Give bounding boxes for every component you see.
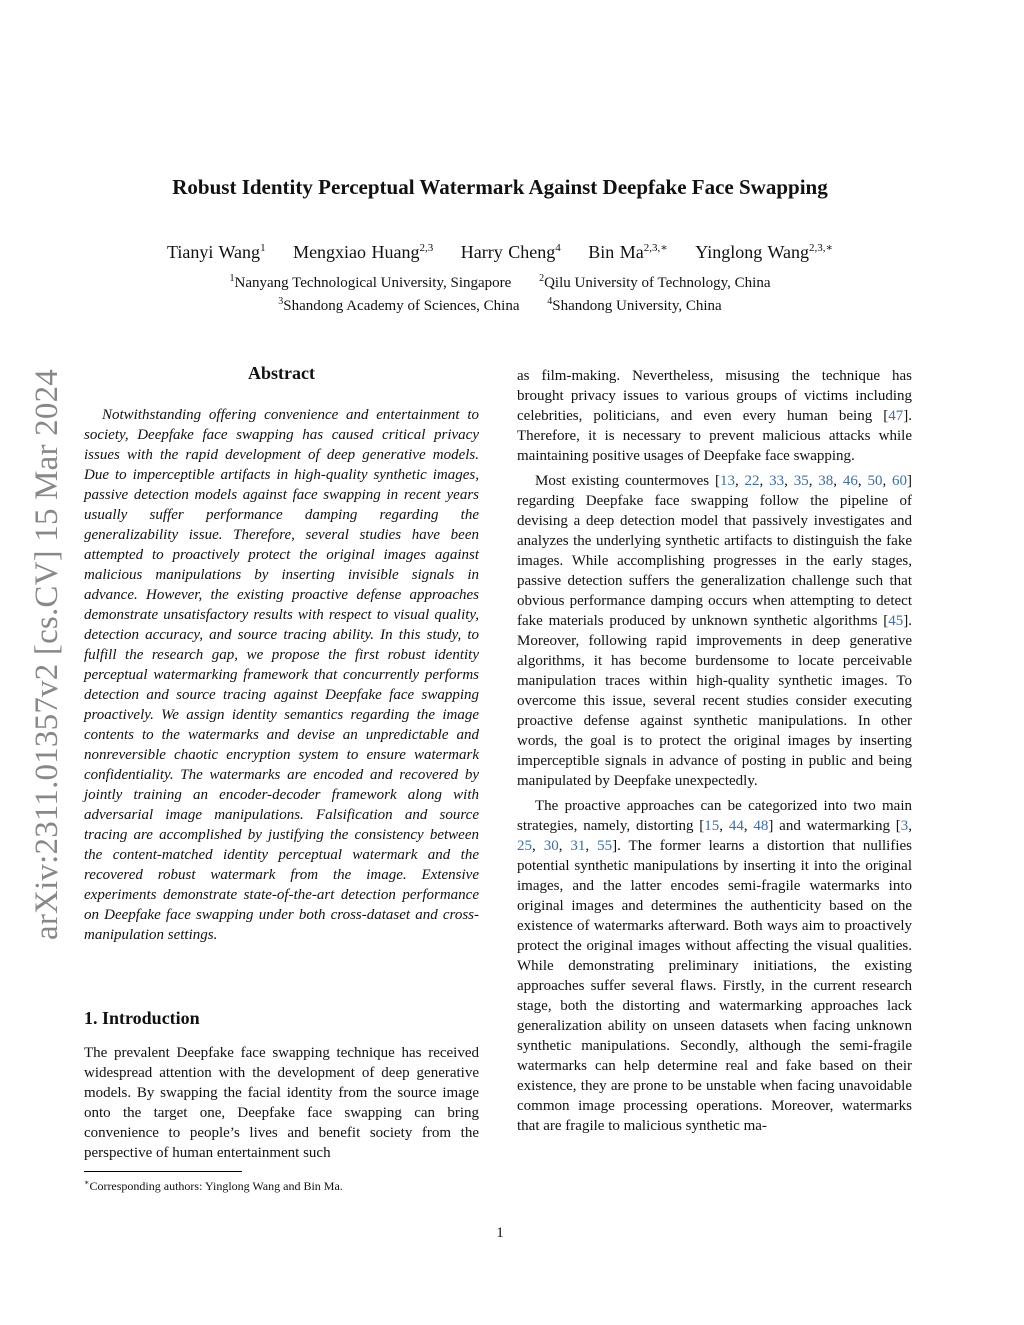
citation-link[interactable]: 15 [704, 818, 720, 834]
citation-link[interactable]: 33 [769, 473, 785, 489]
arxiv-stamp: arXiv:2311.01357v2 [cs.CV] 15 Mar 2024 [29, 369, 65, 940]
abstract-text: Notwithstanding offering convenience and entertainment to society, Deepfake face swapping has caused critical privacy issues with the rapid development of deep generative models. Due to imperceptible artifacts in high-quality synthetic images, passive detection models against face swapping in recent years usually suffer performance damping regarding the generalizability issue. Therefore, several studies have been attempted to proactively protect the original images against malicious manipulations by inserting invisible signals in advance. However, the existing proactive defense approaches demonstrate unsatisfactory results with respect to visual quality, detection accuracy, and source tracing ability. In this study, to fulfill the research gap, we propose the first robust identity perceptual watermarking framework that concurrently performs detection and source tracing against Deepfake face swapping proactively. We assign identity semantics regarding the image contents to the watermarks and devise an unpredictable and nonreversible chaotic encryption system to ensure watermark confidentiality. The watermarks are encoded and recovered by jointly training an encoder-decoder framework along with adversarial image manipulations. Falsification and source tracing are accomplished by justifying the consistency between the content-matched identity perceptual watermark and the recovered robust watermark from the image. Extensive experiments demonstrate state-of-the-art detection performance on Deepfake face swapping under both cross-dataset and cross-manipulation settings. [84, 407, 479, 943]
citation-link[interactable]: 30 [543, 838, 559, 854]
citation-link[interactable]: 25 [517, 838, 532, 854]
citation-link[interactable]: 22 [744, 473, 760, 489]
abstract-heading: Abstract [248, 363, 315, 383]
citation-link[interactable]: 55 [597, 838, 613, 854]
affiliation: $^1$Nanyang Technological University, Singapore [229, 273, 512, 291]
citation-link[interactable]: 38 [818, 473, 834, 489]
citation-link[interactable]: 47 [888, 408, 904, 424]
citation-link[interactable]: 46 [842, 473, 858, 489]
intro-paragraph-1: The prevalent Deepfake face swapping technique has received widespread attention with the development of deep generative models. By swapping the facial identity from the source image onto the target one, Deepfake face swapping can bring convenience to people’s lives and benefit society from the perspective of human entertainment such [84, 1045, 479, 1161]
introduction-heading: 1. Introduction [84, 1008, 200, 1028]
affiliation-line-1 [0, 273, 1000, 292]
affiliation: $^3$Shandong Academy of Sciences, China [278, 296, 520, 314]
footnote-rule [84, 1171, 242, 1172]
citation-link[interactable]: 35 [793, 473, 809, 489]
author: Harry Cheng$^4$ [460, 242, 561, 262]
citation-link[interactable]: 3 [900, 818, 909, 834]
author: Bin $Ma^{2,3,∗}$ [588, 242, 668, 262]
right-column [517, 366, 912, 1136]
paper-title: Robust Identity Perceptual Watermark Against Deepfake Face Swapping [172, 175, 828, 199]
citation-link[interactable]: 45 [888, 613, 904, 629]
intro-paragraph-2: as film-making. Nevertheless, misusing the technique has brought privacy issues to various groups of victims including celebrities, politicians, and even every human being [47]. Therefore, it is necessary to prevent malicious attacks while maintaining positive usages of Deepfake face swapping. [517, 368, 912, 464]
author-list [0, 241, 1000, 263]
affiliation-line-2 [0, 296, 1000, 315]
affiliation: $^2$Qilu University of Technology, China [539, 273, 771, 291]
intro-paragraph-3: Most existing countermoves [13, 22, 33, 35, 38, 46, 50, 60] regarding Deepfake face swapping follow the pipeline of devising a deep detection model that passively investigates and analyzes the underlying synthetic artifacts to distinguish the fake images. While accomplishing progresses in the early stages, passive detection suffers the generalization challenge such that obvious performance damping occurs when attempting to detect fake materials produced by unknown synthetic algorithms [45]. Moreover, following rapid improvements in deep generative algorithms, it has become burdensome to locate perceivable manipulation traces within high-quality synthetic images. To overcome this issue, several recent studies consider executing proactive defense against synthetic manipulations. In other words, the goal is to protect the original images by inserting imperceptible signals in advance of posting in public and being manipulated by Deepfake unexpectedly. [517, 473, 913, 789]
citation-link[interactable]: 13 [719, 473, 735, 489]
affiliation: $^4$Shandong University, China [547, 296, 722, 314]
citation-link[interactable]: 44 [728, 818, 744, 834]
citation-link[interactable]: 48 [753, 818, 769, 834]
author: Yinglong Wang$^{2,3,∗}$ [695, 242, 833, 262]
footnote: ∗Corresponding authors: Yinglong Wang and Bin Ma. [84, 1178, 343, 1193]
author: Mengxiao Huang$^{2,3}$ [293, 242, 434, 262]
citation-link[interactable]: 50 [867, 473, 883, 489]
author: Tianyi Wang$^1$ [166, 242, 266, 262]
citation-link[interactable]: 31 [570, 838, 586, 854]
citation-link[interactable]: 60 [892, 473, 908, 489]
page-number: 1 [496, 1225, 504, 1241]
intro-paragraph-4: The proactive approaches can be categorized into two main strategies, namely, distorting [15, 44, 48] and watermarking [3, 25, 30, 31, 55]. The former learns a distortion that nullifies potential synthetic manipulations by inserting it into the original images, and the latter encodes semi-fragile watermarks into original images and determines the authenticity based on the existence of watermarks afterward. Both ways aim to proactively protect the original images without affecting the visual qualities. While demonstrating preliminary initiations, the existing approaches suffer several flaws. Firstly, in the current research stage, both the distorting and watermarking approaches lack generalization ability on unseen datasets when facing unknown synthetic manipulations. Secondly, although the semi-fragile watermarks can help determine real and fake based on their existence, they are prone to be unstable when facing unavoidable common image processing operations. Moreover, watermarks that are fragile to malicious synthetic ma- [517, 798, 913, 1134]
